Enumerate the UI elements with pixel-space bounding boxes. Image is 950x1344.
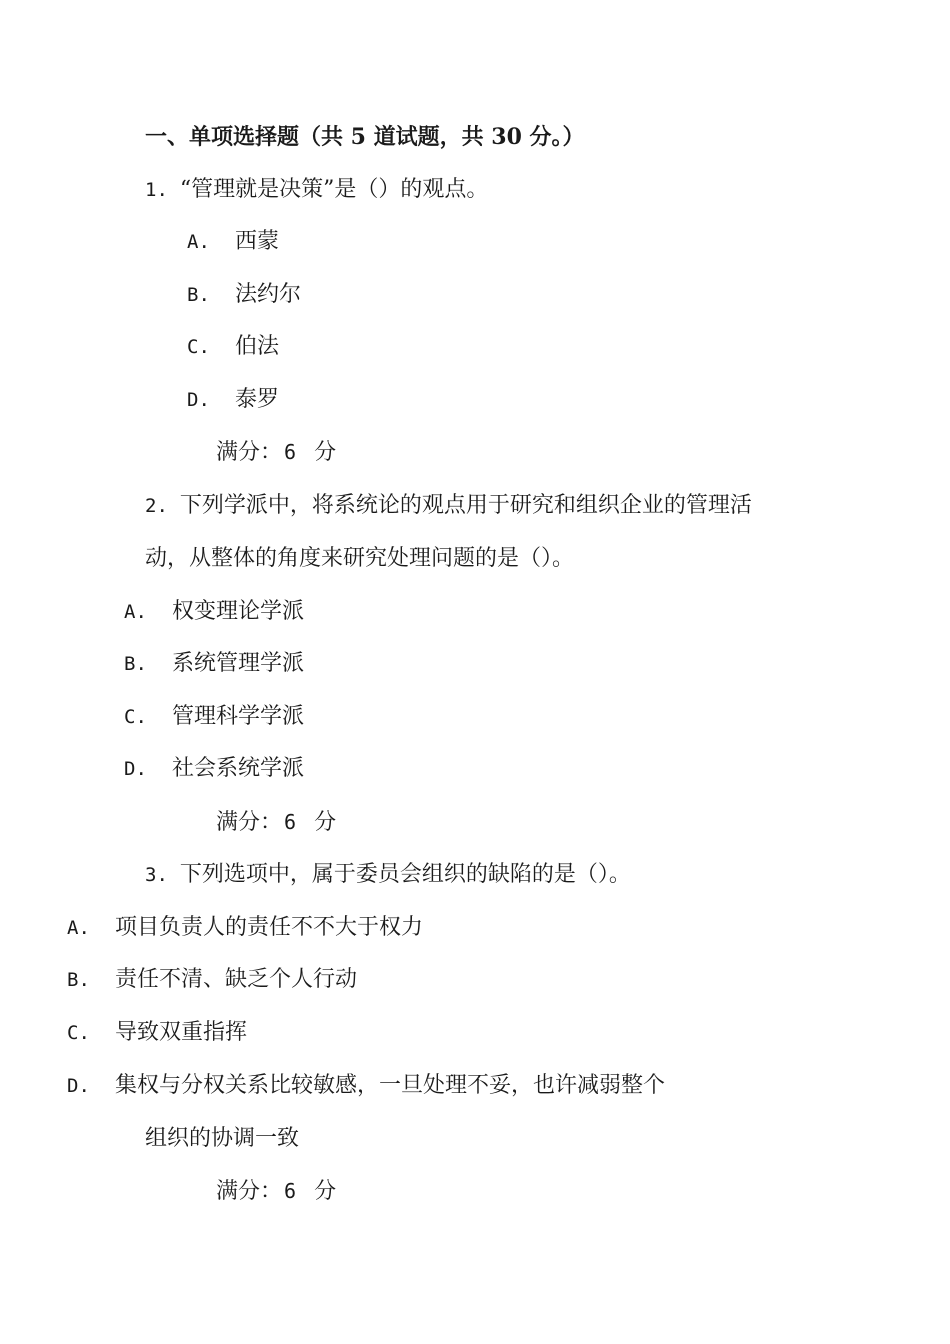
option-text: 管理科学学派 bbox=[172, 704, 305, 729]
question-1-score bbox=[216, 437, 336, 468]
question-3-option-d bbox=[67, 1071, 665, 1101]
option-text: 项目负责人的责任不不大于权力 bbox=[115, 915, 424, 940]
option-text: 系统管理学派 bbox=[172, 651, 305, 676]
option-text: 集权与分权关系比较敏感，一旦处理不妥，也许减弱整个 bbox=[115, 1073, 666, 1098]
question-2-stem-line2: 动，从整体的角度来研究处理问题的是（）。 bbox=[145, 546, 575, 571]
option-letter: B. bbox=[67, 969, 90, 991]
question-1-option-b bbox=[187, 280, 301, 310]
option-letter: D. bbox=[124, 758, 147, 780]
score-label: 满分： bbox=[216, 1179, 283, 1204]
score-value: 6 bbox=[284, 810, 297, 834]
question-3-option-b bbox=[67, 965, 357, 995]
score-label: 满分： bbox=[216, 810, 283, 835]
question-3-score bbox=[216, 1176, 336, 1207]
question-number: 2. bbox=[145, 495, 168, 517]
question-2-option-c bbox=[124, 702, 304, 732]
option-letter: D. bbox=[187, 389, 210, 411]
option-letter: A. bbox=[124, 601, 147, 623]
question-2-option-d bbox=[124, 754, 304, 784]
question-3-stem bbox=[145, 860, 631, 890]
score-value: 6 bbox=[284, 1179, 297, 1203]
question-text: 下列选项中，属于委员会组织的缺陷的是（）。 bbox=[179, 862, 631, 887]
option-text: 权变理论学派 bbox=[172, 599, 305, 624]
question-3-option-c bbox=[67, 1018, 247, 1048]
option-letter: C. bbox=[124, 706, 147, 728]
question-2-stem-line1 bbox=[145, 491, 752, 521]
question-3-option-a bbox=[67, 913, 423, 943]
option-letter: B. bbox=[124, 653, 147, 675]
question-1-option-d bbox=[187, 385, 279, 415]
question-3-option-d-continuation: 组织的协调一致 bbox=[145, 1126, 300, 1151]
option-text: 伯法 bbox=[235, 334, 280, 359]
question-text: 下列学派中，将系统论的观点用于研究和组织企业的管理活 bbox=[179, 493, 752, 518]
section-title: 一、单项选择题（共 5 道试题，共 30 分。） bbox=[145, 124, 585, 150]
option-text: 责任不清、缺乏个人行动 bbox=[115, 967, 358, 992]
question-number: 1. bbox=[145, 179, 168, 201]
option-letter: C. bbox=[187, 336, 210, 358]
option-letter: D. bbox=[67, 1075, 90, 1097]
score-unit: 分 bbox=[314, 440, 337, 465]
question-1-option-a bbox=[187, 227, 279, 257]
question-2-score bbox=[216, 807, 336, 838]
option-letter: A. bbox=[187, 231, 210, 253]
question-2-option-b bbox=[124, 649, 304, 679]
option-text: 法约尔 bbox=[235, 282, 302, 307]
question-text: “管理就是决策”是（）的观点。 bbox=[179, 177, 489, 202]
option-text: 社会系统学派 bbox=[172, 756, 305, 781]
option-text: 泰罗 bbox=[235, 387, 280, 412]
option-letter: A. bbox=[67, 917, 90, 939]
score-value: 6 bbox=[284, 440, 297, 464]
option-text: 导致双重指挥 bbox=[115, 1020, 248, 1045]
score-label: 满分： bbox=[216, 440, 283, 465]
question-1-option-c bbox=[187, 332, 279, 362]
option-letter: B. bbox=[187, 284, 210, 306]
option-text: 西蒙 bbox=[235, 229, 280, 254]
score-unit: 分 bbox=[314, 1179, 337, 1204]
question-1-stem bbox=[145, 175, 488, 205]
score-unit: 分 bbox=[314, 810, 337, 835]
question-2-option-a bbox=[124, 597, 304, 627]
question-number: 3. bbox=[145, 864, 168, 886]
option-letter: C. bbox=[67, 1022, 90, 1044]
